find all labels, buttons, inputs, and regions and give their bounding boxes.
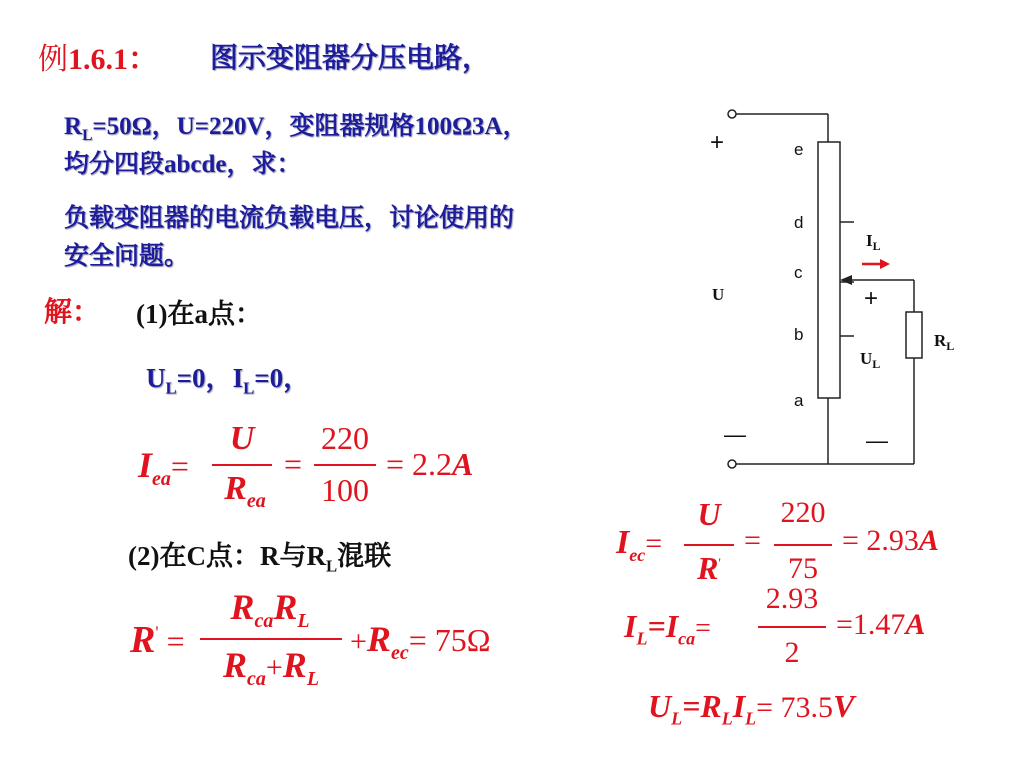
given-line-2: 均分四段abcde，求： (64, 151, 302, 178)
eq1-result: = 2.2A (386, 446, 474, 482)
given-values: =50Ω，U=220V，变阻器规格100Ω3A， (92, 113, 528, 140)
step1-il-sub: L (243, 378, 255, 398)
example-heading (38, 34, 158, 78)
tap-a-label: a (794, 391, 804, 410)
question-line-1: 负载变阻器的电流负载电压，讨论使用的 (64, 205, 515, 232)
problem-description: 图示变阻器分压电路， (210, 43, 491, 74)
top-terminal (728, 110, 736, 118)
load-voltage-label: $U_L$ (860, 349, 881, 371)
example-number: 1.6.1： (68, 43, 158, 76)
eq1-den1: $R_{ea}$ (224, 470, 266, 512)
eq3-lhs: $I_{ec}=$ (616, 524, 663, 565)
eq3-den1: R' (697, 550, 721, 586)
eq4-bar (758, 626, 826, 628)
load-minus-sign: — (866, 428, 888, 453)
eq3-bar1 (684, 544, 734, 546)
step1-label: (1)在a点： (136, 299, 262, 329)
step1-il: I (232, 363, 244, 393)
step1-il-val: =0， (254, 363, 311, 393)
source-minus-sign: — (724, 422, 746, 447)
bottom-terminal (728, 460, 736, 468)
current-arrow-icon (880, 259, 890, 269)
eq4-result: =1.47A (836, 608, 926, 641)
step1-result (146, 356, 310, 398)
given-rl: R (64, 113, 83, 140)
eq1-lhs: $I_{ea}=$ (138, 445, 189, 491)
eq3-den2: 75 (788, 552, 818, 585)
question-line-2: 安全问题。 (64, 243, 190, 270)
eq4-den: 2 (784, 636, 800, 669)
load-resistor-label: $R_L$ (934, 331, 955, 353)
current-label: $I_L$ (866, 231, 881, 253)
eq1-num1: U (229, 420, 255, 457)
eq1-bar2 (314, 464, 376, 466)
solution-label: 解： (44, 297, 101, 328)
tap-b-label: b (794, 325, 804, 344)
eq1-bar1 (212, 464, 272, 466)
step2-label (128, 534, 391, 576)
source-voltage-label: U (712, 285, 725, 304)
eq2-den: $R_{ca}+R_L$ (222, 645, 320, 691)
eq3-num1: U (697, 496, 721, 532)
eq2-rest: $+R_{ec}= 75\Omega$ (350, 619, 491, 665)
eq2-num: $R_{ca}R_L$ (230, 587, 310, 633)
tap-d-label: d (794, 213, 804, 232)
load-resistor (906, 312, 922, 358)
equation-ul: $U_L=R_LI_L= 73.5V$ (648, 688, 855, 729)
tap-c-label: c (794, 263, 803, 282)
given-rl-sub: L (82, 127, 93, 144)
example-label: 例 (38, 43, 68, 76)
voltage-divider-circuit (690, 100, 980, 480)
rheostat-body (818, 142, 840, 398)
eq3-bar2 (774, 544, 832, 546)
eq3-eq2: = (744, 524, 761, 557)
step1-ul-sub: L (165, 378, 177, 398)
slider-arrow-icon (840, 275, 852, 285)
step2-sub: L (325, 556, 338, 576)
step1-ul-val: =0， (176, 363, 233, 393)
eq3-num2: 220 (780, 496, 826, 529)
given-line-1 (64, 106, 528, 145)
eq2-bar (200, 638, 342, 640)
load-plus-sign: + (864, 285, 879, 312)
eq3-result: = 2.93A (842, 524, 939, 557)
eq2-lhs: R' = (130, 619, 185, 661)
source-plus-sign: + (710, 129, 725, 156)
eq4-num: 2.93 (765, 582, 819, 615)
step1-ul: U (146, 363, 166, 393)
tap-e-label: e (794, 140, 804, 159)
eq1-den2: 100 (321, 472, 369, 508)
eq1-eq2: = (284, 446, 303, 482)
eq1-num2: 220 (321, 420, 369, 456)
eq4-lhs: $I_L=I_{ca}=$ (624, 608, 711, 649)
step2-end: 混联 (337, 541, 392, 571)
step2-text: (2)在C点：R与R (128, 541, 326, 571)
